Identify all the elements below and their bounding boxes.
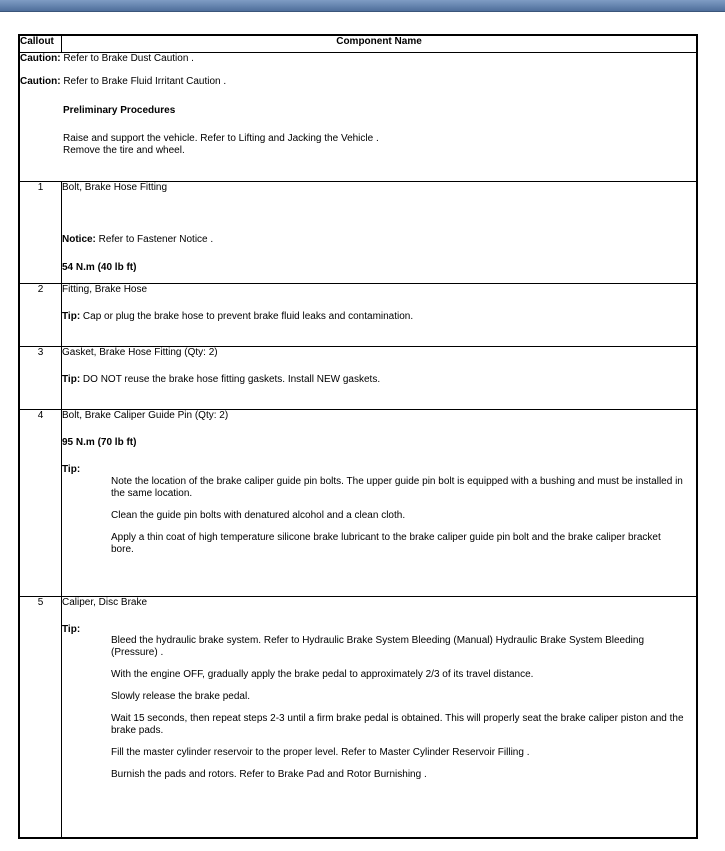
- tip-item: Fill the master cylinder reservoir to the proper level. Refer to Master Cylinder Reservoir Filling .: [111, 747, 530, 758]
- tip-label: Tip:: [62, 464, 81, 475]
- callout-number-3: 3: [19, 347, 62, 410]
- callout-number-2: 2: [19, 284, 62, 347]
- caution-line-1: [20, 53, 696, 65]
- table-row-3: [19, 347, 697, 410]
- tip-block-5: [62, 624, 696, 791]
- component-cell-1: [62, 182, 698, 284]
- callout-column-header: Callout: [19, 35, 62, 53]
- table-row-2: [19, 284, 697, 347]
- preliminary-step-1: Raise and support the vehicle. Refer to Lifting and Jacking the Vehicle .: [63, 133, 379, 144]
- callout-number-4: 4: [19, 410, 62, 597]
- caution-line-2: [20, 76, 696, 88]
- tip-label: Tip:: [62, 624, 81, 635]
- table-row-5: [19, 597, 697, 839]
- preliminary-step-2: Remove the tire and wheel.: [63, 145, 185, 156]
- tip-item: Wait 15 seconds, then repeat steps 2-3 until a firm brake pedal is obtained. This will properly seat the brake caliper piston and the brake pads.: [111, 713, 684, 736]
- torque-spec-4: 95 N.m (70 lb ft): [62, 437, 137, 448]
- component-cell-5: [62, 597, 698, 839]
- caution-label: Caution:: [20, 76, 61, 87]
- preliminary-heading: Preliminary Procedures: [63, 105, 176, 116]
- component-name-3: Gasket, Brake Hose Fitting (Qty: 2): [62, 347, 218, 358]
- tip-item: Slowly release the brake pedal.: [111, 691, 250, 702]
- component-name-5: Caliper, Disc Brake: [62, 597, 148, 608]
- tip-block-4: [62, 464, 696, 566]
- tip-line-2: [62, 311, 696, 323]
- notice-text: Refer to Fastener Notice .: [95, 234, 214, 245]
- torque-spec-1: 54 N.m (40 lb ft): [62, 262, 137, 273]
- tip-text-2: Cap or plug the brake hose to prevent brake fluid leaks and contamination.: [80, 311, 414, 322]
- tip-item: With the engine OFF, gradually apply the brake pedal to approximately 2/3 of its travel distance.: [111, 669, 534, 680]
- preliminary-row: [19, 53, 697, 182]
- component-cell-2: [62, 284, 698, 347]
- tip-item: Bleed the hydraulic brake system. Refer to Hydraulic Brake System Bleeding (Manual) Hydraulic Brake System Bleeding (Pressure) .: [111, 635, 645, 658]
- notice-line: [62, 234, 696, 246]
- component-name-column-header: Component Name: [62, 35, 698, 53]
- caution-text-1: Refer to Brake Dust Caution .: [60, 53, 194, 64]
- tip-label: Tip:: [62, 311, 81, 322]
- tip-item: Burnish the pads and rotors. Refer to Brake Pad and Rotor Burnishing .: [111, 769, 427, 780]
- component-name-4: Bolt, Brake Caliper Guide Pin (Qty: 2): [62, 410, 229, 421]
- tip-item: Clean the guide pin bolts with denatured alcohol and a clean cloth.: [111, 510, 406, 521]
- component-name-1: Bolt, Brake Hose Fitting: [62, 182, 168, 193]
- preliminary-cell: [19, 53, 697, 182]
- callout-number-1: 1: [19, 182, 62, 284]
- tip-text-3: DO NOT reuse the brake hose fitting gaskets. Install NEW gaskets.: [80, 374, 381, 385]
- tip-list-4: [111, 464, 696, 566]
- component-table: [18, 34, 698, 839]
- notice-label: Notice:: [62, 234, 96, 245]
- window-title-bar: [0, 0, 725, 12]
- caution-text-2: Refer to Brake Fluid Irritant Caution .: [60, 76, 227, 87]
- tip-item: Apply a thin coat of high temperature silicone brake lubricant to the brake caliper guide pin bolt and the brake caliper bracket bore.: [111, 532, 661, 555]
- tip-label: Tip:: [62, 374, 81, 385]
- table-row-4: [19, 410, 697, 597]
- caution-label: Caution:: [20, 53, 61, 64]
- component-cell-3: [62, 347, 698, 410]
- callout-number-5: 5: [19, 597, 62, 839]
- tip-item: Note the location of the brake caliper guide pin bolts. The upper guide pin bolt is equipped with a bushing and must be installed in the same location.: [111, 476, 683, 499]
- tip-line-3: [62, 374, 696, 386]
- tip-list-5: [111, 624, 696, 791]
- table-row-1: [19, 182, 697, 284]
- component-cell-4: [62, 410, 698, 597]
- component-name-2: Fitting, Brake Hose: [62, 284, 148, 295]
- table-header-row: [19, 35, 697, 53]
